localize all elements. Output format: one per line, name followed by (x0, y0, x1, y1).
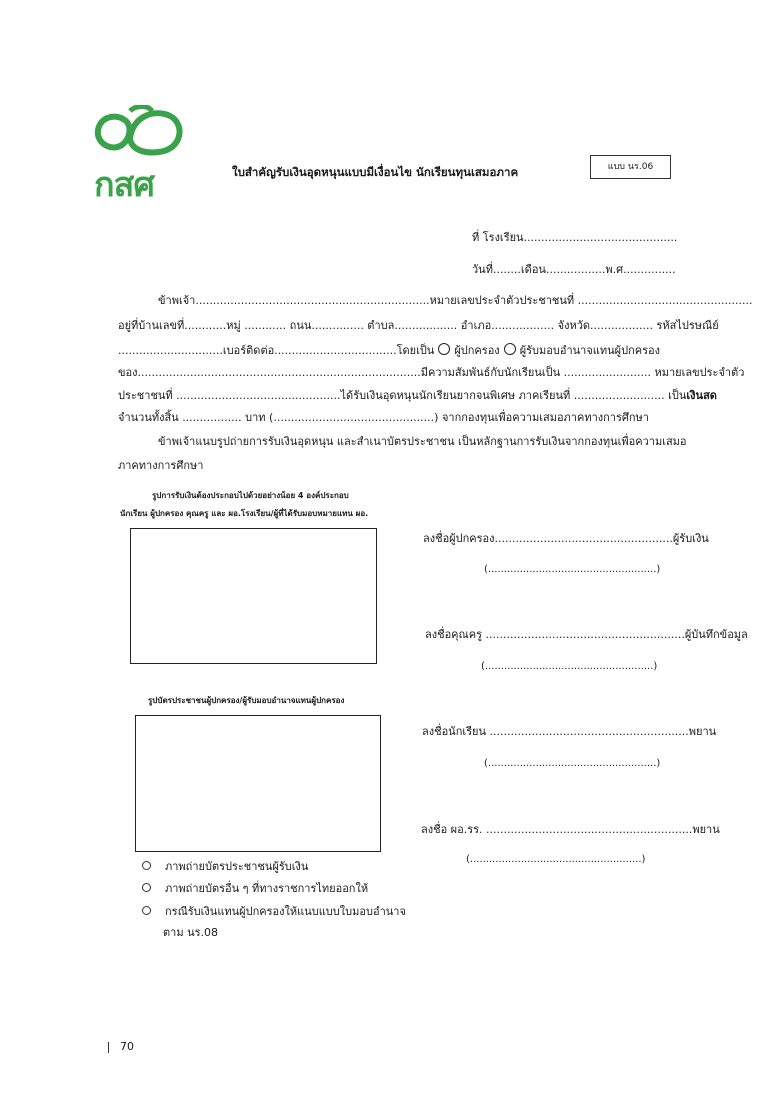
body-line-3 (118, 343, 660, 358)
checklist-circle-icon[interactable] (142, 906, 151, 915)
id-card-caption: รูปบัตรประชาชนผู้ปกครอง/ผู้รับมอบอำนาจแทนผู้ปกครอง (148, 696, 345, 705)
proxy-option-label: ผู้รับมอบอำนาจแทนผู้ปกครอง (519, 344, 660, 357)
page-number-divider (108, 1042, 109, 1053)
payment-photo-box[interactable] (130, 528, 377, 664)
signature-teacher-name: (.....................................................) (481, 661, 658, 672)
guardian-option-label: ผู้ปกครอง (454, 344, 500, 357)
id-card-photo-box[interactable] (135, 715, 381, 852)
checklist-item: ภาพถ่ายบัตรประชาชนผู้รับเงิน (142, 860, 308, 874)
signature-teacher: ลงชื่อคุณครู .........................................................ผู้บันทึกข้อมูล (425, 628, 748, 641)
signature-student: ลงชื่อนักเรียน .........................................................พยาน (422, 725, 717, 738)
logo (92, 105, 187, 205)
signature-director: ลงชื่อ ผอ.รร. ...........................................................พยาน (421, 823, 720, 836)
cash-label: เงินสด (686, 389, 717, 402)
body-line-7: ข้าพเจ้าแนบรูปถ่ายการรับเงินอุดหนุน และสำเนาบัตรประชาชน เป็นหลักฐานการรับเงินจากกองทุนเพื่อความเสมอ (158, 435, 687, 448)
signature-guardian: ลงชื่อผู้ปกครอง...................................................ผู้รับเงิน (423, 532, 709, 545)
body-line-6: จำนวนทั้งสิ้น ................. บาท (..............................................) จากกองทุนเพื่อความเสมอภาคทางการศึกษา (118, 411, 649, 424)
page-title: ใบสำคัญรับเงินอุดหนุนแบบมีเงื่อนไข นักเรียนทุนเสมอภาค (232, 165, 519, 179)
logo-text: กสศ (94, 165, 154, 205)
photo-caption-2: นักเรียน ผู้ปกครอง คุณครู และ ผอ.โรงเรียน/ผู้ที่ได้รับมอบหมายแทน ผอ. (120, 509, 369, 518)
body-line-5 (118, 389, 717, 403)
body-line-5a: ประชาชนที่ ...............................................ได้รับเงินอุดหนุนนักเรียนยากจนพิเศษ ภาคเรียนที่ .......................... เป็น (118, 389, 687, 402)
checklist-item: กรณีรับเงินแทนผู้ปกครองให้แนบแบบใบมอบอำนาจ (142, 905, 406, 919)
checklist-item: ภาพถ่ายบัตรอื่น ๆ ที่ทางราชการไทยออกให้ (142, 882, 368, 896)
signature-director-name: (......................................................) (466, 854, 646, 865)
signature-guardian-name: (.....................................................) (484, 564, 661, 575)
school-line: ที่ โรงเรียน............................................ (472, 231, 678, 244)
logo-leaf-icon (92, 105, 187, 160)
body-line-4: ของ.................................................................................มีความสัมพันธ์กับนักเรียนเป็น ......................... หมายเลขประจำตัว (118, 366, 745, 379)
page-number: 70 (120, 1040, 134, 1053)
checklist-circle-icon[interactable] (142, 883, 151, 892)
body-line-2: อยู่ที่บ้านเลขที่............หมู่ ............ ถนน............... ตำบล.................. อำเภอ.................. จังหวัด.................. รหัสไปรษณีย์ (118, 319, 719, 332)
signature-student-name: (.....................................................) (484, 758, 661, 769)
form-code-box: แบบ นร.06 (590, 155, 671, 179)
body-line-1: ข้าพเจ้า...................................................................หมายเลขประจำตัวประชาชนที่ .................................................. (158, 294, 753, 307)
body-line-3a: ..............................เบอร์ติดต่อ...................................โดยเป็น (118, 344, 435, 357)
guardian-option-circle[interactable] (438, 343, 450, 355)
body-line-8: ภาคทางการศึกษา (118, 459, 204, 472)
checklist-item-continued: ตาม นร.08 (163, 926, 218, 939)
date-line: วันที่........เดือน.................พ.ศ............... (472, 263, 676, 276)
photo-caption-1: รูปการรับเงินต้องประกอบไปด้วยอย่างน้อย 4 องค์ประกอบ (152, 491, 349, 500)
proxy-option-circle[interactable] (504, 343, 516, 355)
checklist-circle-icon[interactable] (142, 861, 151, 870)
